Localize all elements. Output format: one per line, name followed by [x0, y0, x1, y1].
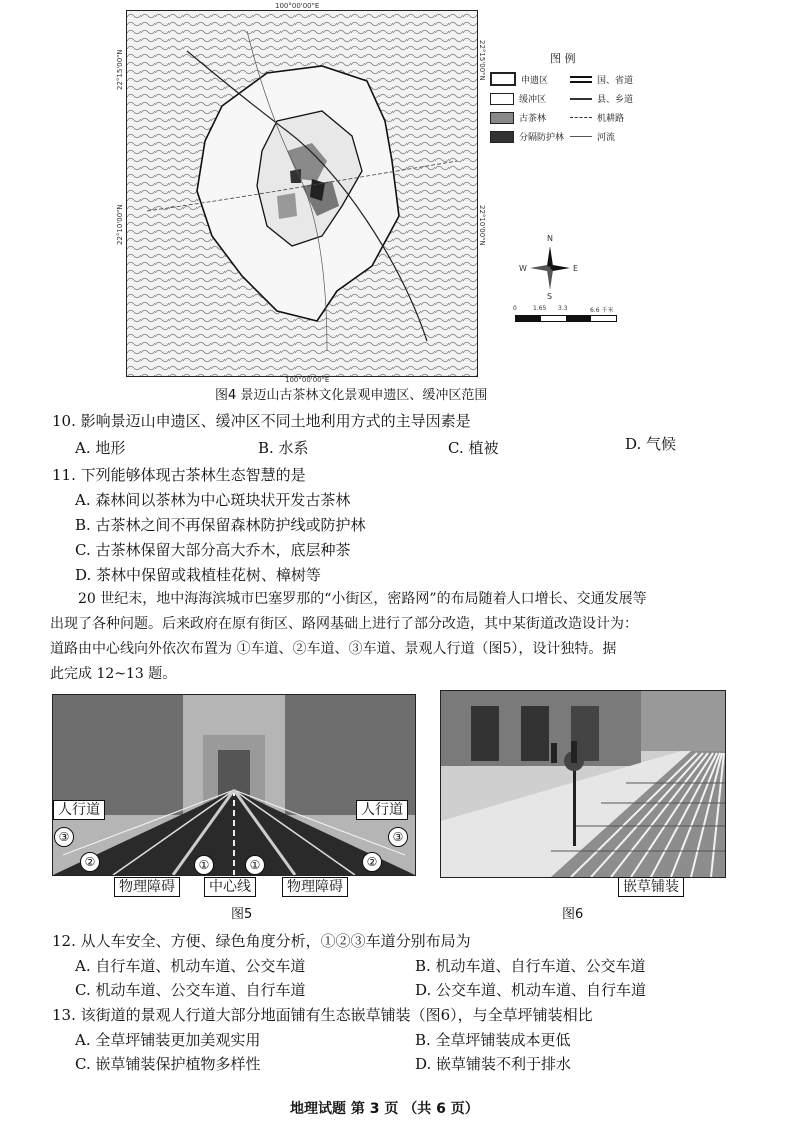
- legend-item-national-road: 国、省道: [570, 72, 650, 86]
- passage-line-3: 道路由中心线向外依次布置为 ①车道、②车道、③车道、景观人行道（图5），设计独特。据: [50, 641, 617, 657]
- q10-option-a: A. 地形: [75, 439, 126, 457]
- fig5-sidewalk-right: 人行道: [356, 800, 408, 820]
- legend-swatch: [490, 112, 514, 124]
- q10-option-b: B. 水系: [258, 439, 309, 457]
- legend-title: 图 例: [550, 52, 576, 65]
- scale-bar: [515, 315, 617, 322]
- fig6-grass-paving-label: 嵌草铺装: [618, 877, 684, 897]
- fig5-lane-3-right: ③: [388, 827, 408, 847]
- legend-item-protection-forest: 分隔防护林: [490, 130, 570, 143]
- compass-rose: [519, 234, 579, 301]
- coord-right-mid: 22°10'00"N: [478, 205, 486, 246]
- fig5-center-line: 中心线: [204, 877, 256, 897]
- q12-option-a: A. 自行车道、机动车道、公交车道: [75, 957, 306, 975]
- legend-swatch: [570, 136, 592, 137]
- coord-top: 100°00'00"E: [275, 2, 320, 10]
- legend-swatch: [490, 72, 516, 86]
- coord-left-mid: 22°10'00"N: [116, 204, 124, 245]
- figure4-map: [126, 10, 478, 377]
- legend-swatch: [570, 76, 592, 83]
- q13-stem: 13. 该街道的景观人行道大部分地面铺有生态嵌草铺装（图6），与全草坪铺装相比: [52, 1006, 593, 1024]
- ancient-tea-forest: [277, 193, 297, 219]
- legend-item-farm-road: 机耕路: [570, 111, 650, 124]
- page-footer: 地理试题 第 3 页 （共 6 页）: [290, 1101, 479, 1117]
- passage-line-2: 出现了各种问题。后来政府在原有街区、路网基础上进行了部分改造，其中某街道改造设计为：: [50, 616, 638, 632]
- legend-swatch: [490, 93, 514, 105]
- fig5-sidewalk-left: 人行道: [53, 800, 105, 820]
- coord-bottom: 100°00'00"E: [285, 376, 330, 384]
- legend-item-nomination: 申遗区: [490, 72, 570, 86]
- compass-w: W: [519, 264, 527, 273]
- legend-item-tea-forest: 古茶林: [490, 111, 570, 124]
- scale-tick: 1.65: [533, 305, 547, 312]
- fig5-lane-2-left: ②: [80, 852, 100, 872]
- figure4-caption: 图4 景迈山古茶林文化景观申遗区、缓冲区范围: [215, 388, 488, 403]
- q11-stem: 11. 下列能够体现古茶林生态智慧的是: [52, 466, 306, 484]
- q11-option-b: B. 古茶林之间不再保留森林防护线或防护林: [75, 516, 366, 534]
- q11-option-c: C. 古茶林保留大部分高大乔木，底层种茶: [75, 541, 351, 559]
- legend-item-county-road: 县、乡道: [570, 92, 650, 105]
- scale-tick: 6.6 千米: [590, 307, 614, 314]
- compass-n: N: [547, 234, 553, 243]
- map-legend: [490, 72, 650, 143]
- fig5-lane-1-left: ①: [194, 855, 214, 875]
- q13-option-a: A. 全草坪铺装更加美观实用: [75, 1031, 261, 1049]
- fig5-lane-2-right: ②: [362, 852, 382, 872]
- figure5-caption: 图5: [231, 907, 253, 922]
- figure6-paving-photo: [440, 690, 726, 878]
- figure5-street-photo: [52, 694, 416, 876]
- figure6-caption: 图6: [562, 907, 584, 922]
- q12-stem: 12. 从人车安全、方便、绿色角度分析，①②③车道分别布局为: [52, 932, 471, 950]
- q11-option-a: A. 森林间以茶林为中心斑块状开发古茶林: [75, 491, 351, 509]
- scale-tick: 0: [513, 305, 517, 312]
- map-drawing: [127, 11, 477, 376]
- q13-option-c: C. 嵌草铺装保护植物多样性: [75, 1055, 261, 1073]
- passage-line-1: 20 世纪末，地中海海滨城市巴塞罗那的“小街区，密路网”的布局随着人口增长、交通发展等: [78, 591, 647, 607]
- fig5-lane-3-left: ③: [54, 827, 74, 847]
- fig5-barrier-right: 物理障碍: [282, 877, 348, 897]
- coord-left-top: 22°15'00"N: [116, 49, 124, 90]
- compass-e: E: [573, 264, 579, 273]
- q13-option-b: B. 全草坪铺装成本更低: [415, 1031, 571, 1049]
- legend-swatch: [570, 98, 592, 100]
- q11-option-d: D. 茶林中保留或栽植桂花树、樟树等: [75, 566, 322, 584]
- q10-stem: 10. 影响景迈山申遗区、缓冲区不同土地利用方式的主导因素是: [52, 412, 471, 430]
- coord-right-top: 22°15'00"N: [478, 40, 486, 81]
- scale-tick: 3.3: [558, 305, 568, 312]
- q12-option-d: D. 公交车道、机动车道、自行车道: [415, 981, 647, 999]
- fig5-barrier-left: 物理障碍: [114, 877, 180, 897]
- legend-swatch: [570, 117, 592, 118]
- q12-option-b: B. 机动车道、自行车道、公交车道: [415, 957, 646, 975]
- compass-s: S: [547, 292, 553, 301]
- q13-option-d: D. 嵌草铺装不利于排水: [415, 1055, 572, 1073]
- legend-item-buffer: 缓冲区: [490, 92, 570, 105]
- fig5-lane-1-right: ①: [245, 855, 265, 875]
- q10-option-c: C. 植被: [448, 439, 499, 457]
- legend-item-river: 河流: [570, 130, 650, 143]
- passage-line-4: 此完成 12~13 题。: [50, 666, 177, 682]
- q12-option-c: C. 机动车道、公交车道、自行车道: [75, 981, 306, 999]
- q10-option-d: D. 气候: [625, 435, 677, 453]
- legend-swatch: [490, 131, 514, 143]
